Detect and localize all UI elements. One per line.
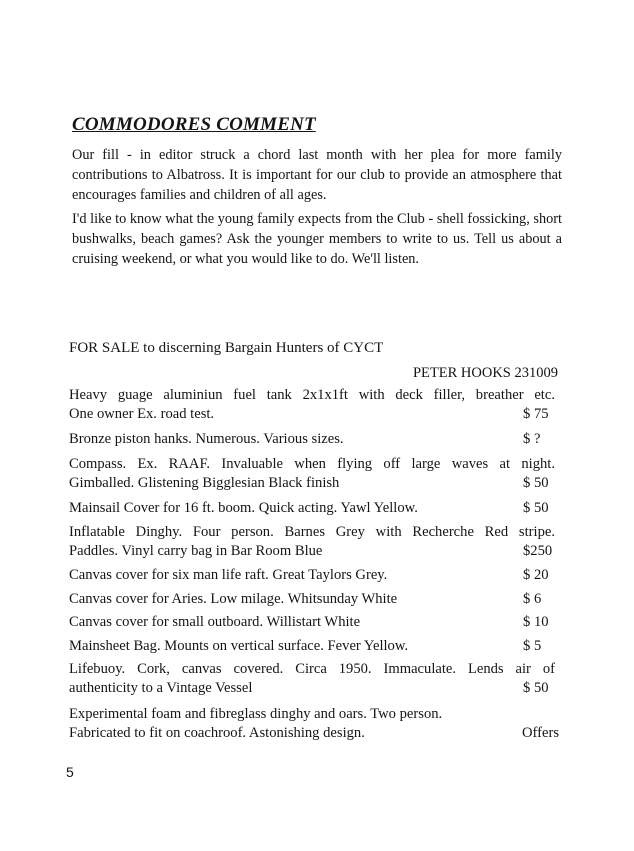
sale-item	[69, 705, 559, 743]
sale-item-description: Canvas cover for small outboard. Willistart White	[69, 614, 361, 630]
sale-item-price: $ 50	[523, 475, 549, 491]
sale-item-price: $ 5	[523, 638, 542, 654]
sale-item	[69, 455, 559, 493]
sale-item	[69, 590, 559, 609]
page-title: COMMODORES COMMENT	[72, 114, 316, 135]
sale-item	[69, 386, 559, 424]
sale-item-price: $ 50	[523, 500, 549, 516]
comment-paragraph-1: Our fill - in editor struck a chord last month with her plea for more family contributions to Albatross. It is important for our club to provide an atmosphere that encourages families and children of all ages.	[72, 147, 562, 203]
sale-item-description-cont: One owner Ex. road test.	[69, 406, 215, 422]
sale-item-price: $ 75	[523, 406, 549, 422]
sale-item	[69, 613, 559, 632]
page-number: 5	[66, 764, 74, 780]
sale-item	[69, 637, 559, 656]
sale-item-description: Lifebuoy. Cork, canvas covered. Circa 1950. Immaculate. Lends air of	[69, 661, 555, 677]
sale-item-description-cont: Paddles. Vinyl carry bag in Bar Room Blue	[69, 543, 323, 559]
sale-item	[69, 430, 559, 449]
sale-item-description: Canvas cover for Aries. Low milage. Whitsunday White	[69, 591, 398, 607]
comment-paragraph-2: I'd like to know what the young family expects from the Club - shell fossicking, short bushwalks, beach games? Ask the younger members to write to us. Tell us about a cruising weekend, or what you would like to do. We'll listen.	[72, 211, 562, 267]
sale-item	[69, 660, 559, 698]
sale-item-price: $ 6	[523, 591, 542, 607]
sale-item-description-cont: authenticity to a Vintage Vessel	[69, 680, 253, 696]
sale-item-price: $ 50	[523, 680, 549, 696]
for-sale-title: FOR SALE to discerning Bargain Hunters of CYCT	[69, 340, 384, 356]
sale-item-description: Bronze piston hanks. Numerous. Various sizes.	[69, 431, 344, 447]
sale-item	[69, 499, 559, 518]
sale-item	[69, 566, 559, 585]
sale-item-description: Inflatable Dinghy. Four person. Barnes Grey with Recherche Red stripe.	[69, 524, 555, 540]
sale-item-price: Offers	[521, 725, 559, 741]
sale-item-description: Compass. Ex. RAAF. Invaluable when flying off large waves at night.	[69, 456, 555, 472]
sale-item-price: $ 10	[523, 614, 549, 630]
sale-item-description: Mainsheet Bag. Mounts on vertical surface. Fever Yellow.	[69, 638, 409, 654]
sale-item-description: Mainsail Cover for 16 ft. boom. Quick acting. Yawl Yellow.	[69, 500, 418, 516]
sale-item-price: $ 20	[523, 567, 549, 583]
sale-item-description: Heavy guage aluminiun fuel tank 2x1x1ft with deck filler, breather etc.	[69, 387, 555, 403]
sale-item-description: Experimental foam and fibreglass dinghy and oars. Two person.	[69, 706, 443, 722]
sale-item-price: $ ?	[523, 431, 541, 447]
sale-item	[69, 523, 559, 561]
sale-item-description: Canvas cover for six man life raft. Great Taylors Grey.	[69, 567, 388, 583]
seller-contact: PETER HOOKS 231009	[412, 365, 558, 381]
sale-item-description-cont: Fabricated to fit on coachroof. Astonishing design.	[69, 725, 365, 741]
sale-item-price: $250	[523, 543, 553, 559]
sale-item-description-cont: Gimballed. Glistening Bigglesian Black finish	[69, 475, 340, 491]
